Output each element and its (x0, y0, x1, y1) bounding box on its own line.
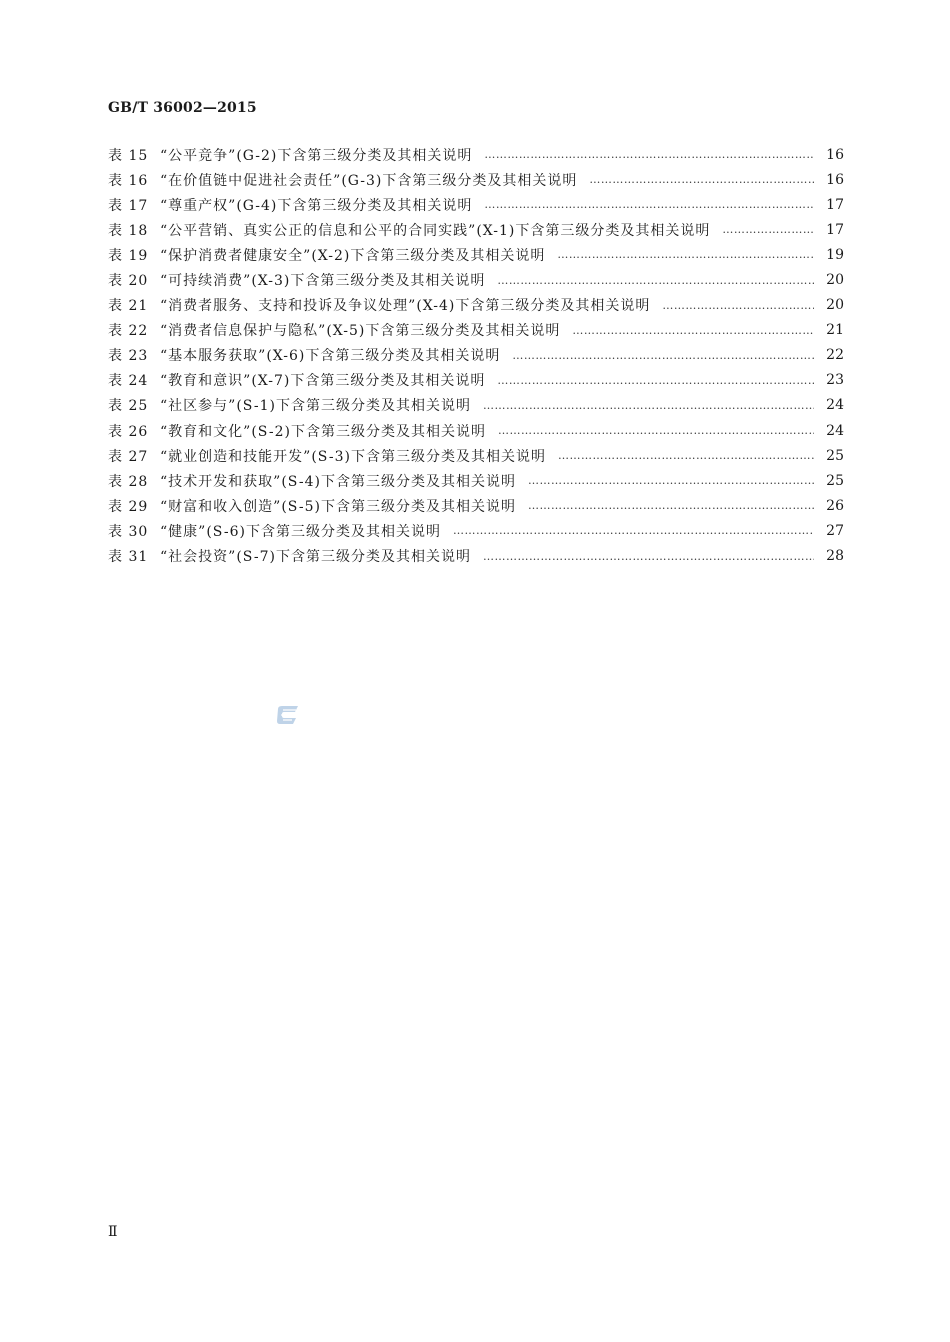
toc-entry-page: 17 (826, 221, 844, 238)
toc-entry-number: 表 15 (108, 147, 149, 164)
toc-dot-leader (453, 518, 814, 543)
toc-entry-title: “就业创造和技能开发”(S-3)下含第三级分类及其相关说明 (160, 448, 546, 465)
toc-entry-title: “公平竞争”(G-2)下含第三级分类及其相关说明 (160, 147, 473, 164)
toc-entry[interactable] (108, 343, 844, 368)
toc-entry[interactable] (108, 242, 844, 267)
toc-entry-number: 表 17 (108, 197, 149, 214)
toc-entry[interactable] (108, 418, 844, 443)
toc-entry-title: “保护消费者健康安全”(X-2)下含第三级分类及其相关说明 (160, 247, 546, 264)
toc-entry-page: 16 (826, 146, 844, 163)
toc-dot-leader (484, 142, 814, 167)
toc-dot-leader (483, 393, 814, 418)
toc-entry[interactable] (108, 217, 844, 242)
toc-entry-page: 22 (826, 347, 844, 364)
toc-entry-page: 24 (826, 397, 844, 414)
toc-entry-page: 23 (826, 372, 844, 389)
toc-entry-title: “技术开发和获取”(S-4)下含第三级分类及其相关说明 (160, 473, 516, 490)
standard-code: GB/T 36002—2015 (108, 100, 257, 116)
toc-entry[interactable] (108, 544, 844, 569)
toc-dot-leader (662, 293, 814, 318)
toc-dot-leader (484, 192, 814, 217)
toc-entry-page: 16 (826, 171, 844, 188)
toc-entry-page: 28 (826, 548, 844, 565)
toc-entry[interactable] (108, 493, 844, 518)
toc-entry-title: “消费者信息保护与隐私”(X-5)下含第三级分类及其相关说明 (160, 323, 561, 340)
toc-entry-title: “财富和收入创造”(S-5)下含第三级分类及其相关说明 (160, 498, 516, 515)
toc-entry-page: 25 (826, 472, 844, 489)
toc-dot-leader (512, 343, 814, 368)
toc-entry-page: 24 (826, 422, 844, 439)
toc-entry-page: 20 (826, 297, 844, 314)
sac-logo-icon (276, 705, 300, 725)
sac-logo-shape (277, 706, 298, 724)
toc-entry[interactable] (108, 192, 844, 217)
toc-entry[interactable] (108, 468, 844, 493)
toc-entry-number: 表 25 (108, 398, 149, 415)
toc-entry-page: 26 (826, 497, 844, 514)
toc-dot-leader (589, 167, 814, 192)
table-of-contents (108, 142, 844, 569)
toc-entry-page: 21 (826, 322, 844, 339)
toc-entry-page: 27 (826, 522, 844, 539)
toc-entry-title: “公平营销、真实公正的信息和公平的合同实践”(X-1)下含第三级分类及其相关说明 (160, 222, 711, 239)
toc-entry[interactable] (108, 167, 844, 192)
toc-dot-leader (558, 443, 814, 468)
toc-dot-leader (498, 418, 814, 443)
toc-dot-leader (557, 242, 814, 267)
toc-entry-title: “尊重产权”(G-4)下含第三级分类及其相关说明 (160, 197, 473, 214)
toc-entry-number: 表 28 (108, 473, 149, 490)
toc-entry[interactable] (108, 142, 844, 167)
toc-entry[interactable] (108, 293, 844, 318)
toc-entry-number: 表 26 (108, 423, 149, 440)
toc-dot-leader (572, 318, 814, 343)
toc-entry[interactable] (108, 267, 844, 292)
toc-entry-number: 表 30 (108, 523, 149, 540)
toc-dot-leader (497, 368, 814, 393)
toc-entry-title: “消费者服务、支持和投诉及争议处理”(X-4)下含第三级分类及其相关说明 (160, 298, 651, 315)
toc-entry-title: “基本服务获取”(X-6)下含第三级分类及其相关说明 (160, 348, 501, 365)
toc-dot-leader (722, 217, 814, 242)
toc-entry-page: 19 (826, 246, 844, 263)
toc-entry-title: “教育和文化”(S-2)下含第三级分类及其相关说明 (160, 423, 486, 440)
toc-entry-number: 表 20 (108, 273, 149, 290)
toc-entry-title: “可持续消费”(X-3)下含第三级分类及其相关说明 (160, 273, 486, 290)
toc-dot-leader (528, 493, 814, 518)
page-number: Ⅱ (108, 1224, 118, 1240)
toc-entry-title: “在价值链中促进社会责任”(G-3)下含第三级分类及其相关说明 (160, 172, 578, 189)
toc-entry-page: 20 (826, 272, 844, 289)
toc-entry-number: 表 27 (108, 448, 149, 465)
toc-entry-page: 25 (826, 447, 844, 464)
toc-entry-number: 表 16 (108, 172, 149, 189)
toc-entry-title: “健康”(S-6)下含第三级分类及其相关说明 (160, 523, 441, 540)
toc-entry-number: 表 22 (108, 323, 149, 340)
toc-entry[interactable] (108, 318, 844, 343)
toc-dot-leader (483, 544, 814, 569)
toc-entry-number: 表 23 (108, 348, 149, 365)
toc-entry-number: 表 24 (108, 373, 149, 390)
toc-entry[interactable] (108, 518, 844, 543)
toc-entry-number: 表 31 (108, 549, 149, 566)
toc-entry-number: 表 18 (108, 222, 149, 239)
toc-entry-number: 表 29 (108, 498, 149, 515)
toc-dot-leader (497, 268, 814, 293)
toc-entry[interactable] (108, 393, 844, 418)
toc-entry-title: “教育和意识”(X-7)下含第三级分类及其相关说明 (160, 373, 486, 390)
toc-entry[interactable] (108, 368, 844, 393)
toc-entry-number: 表 19 (108, 247, 149, 264)
toc-entry-title: “社区参与”(S-1)下含第三级分类及其相关说明 (160, 398, 471, 415)
toc-entry-number: 表 21 (108, 298, 149, 315)
toc-entry-page: 17 (826, 196, 844, 213)
toc-dot-leader (528, 468, 814, 493)
toc-entry[interactable] (108, 443, 844, 468)
toc-entry-title: “社会投资”(S-7)下含第三级分类及其相关说明 (160, 549, 471, 566)
